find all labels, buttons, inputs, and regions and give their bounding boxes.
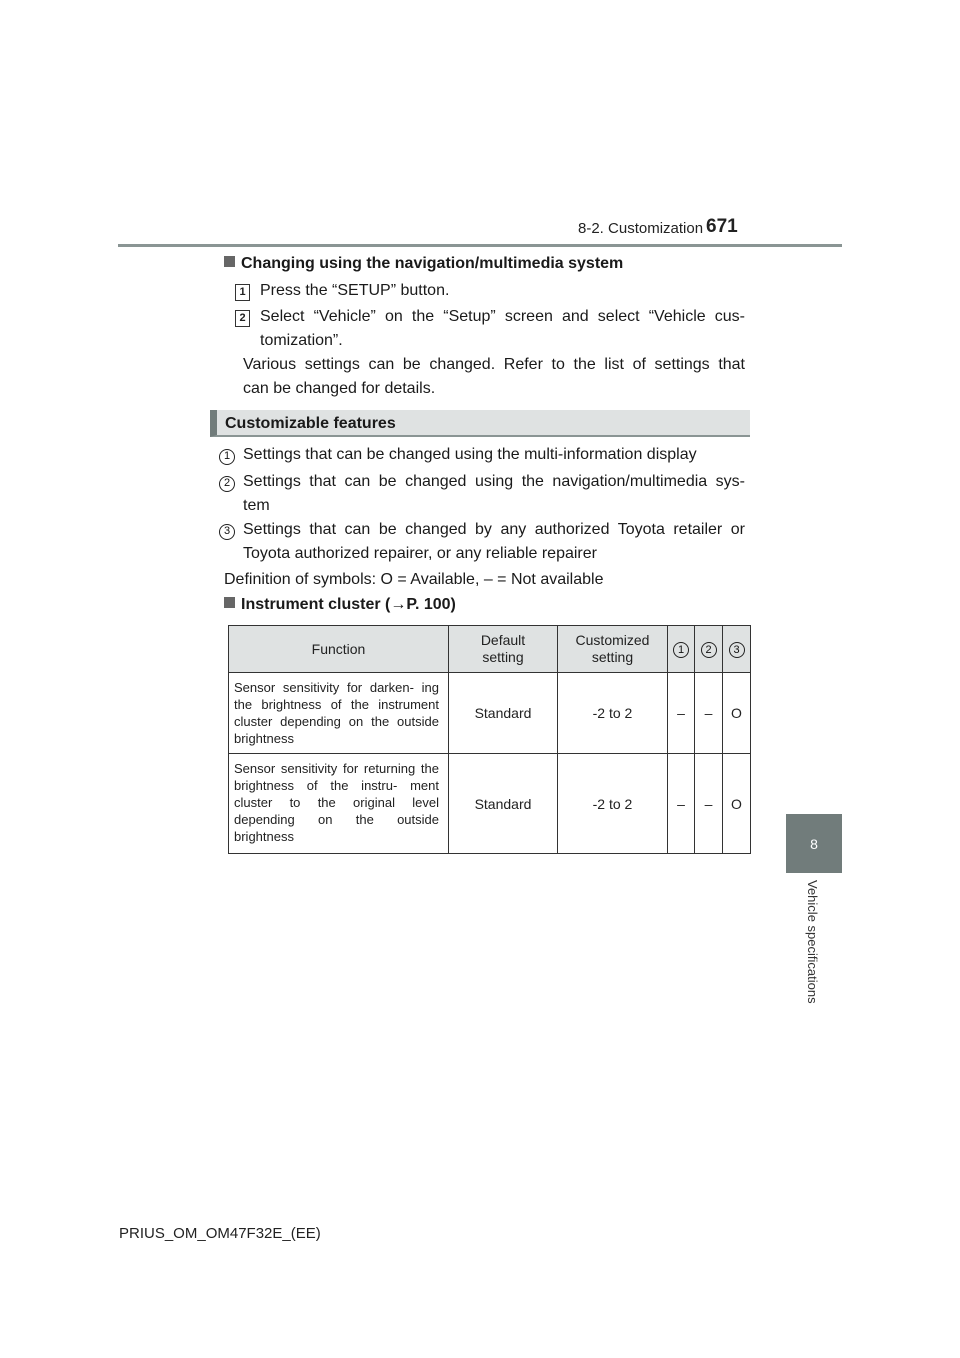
circle-number-icon: 2 [219, 476, 235, 492]
chapter-number: 8 [810, 835, 818, 852]
square-bullet-icon [224, 256, 235, 267]
step-number-box: 1 [235, 284, 250, 301]
legend-item-2-text-line1: Settings that can be changed using the navigation/multimedia sys- [243, 473, 745, 490]
circle-number-icon: 1 [219, 449, 235, 465]
table-row [229, 673, 751, 754]
legend-item-3-text-line2: Toyota authorized repairer, or any reliable repairer [243, 545, 597, 562]
legend-item-1-text: Settings that can be changed using the multi-information display [243, 446, 697, 463]
circle-number-icon: 3 [219, 524, 235, 540]
custom-cell: -2 to 2 [558, 754, 668, 854]
arrow-right-icon: → [390, 596, 407, 613]
instrument-cluster-heading: Instrument cluster (→P. 100) [224, 596, 456, 614]
function-cell: Sensor sensitivity for returning the brightness of the instru- ment cluster to the original level depending on the outside brightness [229, 754, 449, 854]
header-col-2 [695, 626, 723, 673]
document-code-footer: PRIUS_OM_OM47F32E_(EE) [119, 1225, 321, 1242]
c2-cell: – [695, 754, 723, 854]
instrument-cluster-table [228, 625, 751, 854]
legend-item-1-marker [219, 446, 235, 465]
header-col-3 [723, 626, 751, 673]
chapter-tab[interactable] [786, 814, 842, 873]
default-cell: Standard [449, 673, 558, 754]
page-reference-link[interactable]: P. 100) [406, 596, 456, 613]
legend-item-2-marker [219, 473, 235, 492]
custom-cell: -2 to 2 [558, 673, 668, 754]
nav-note-line2: can be changed for details. [243, 380, 436, 397]
c1-cell: – [668, 673, 695, 754]
step-1-text: Press the “SETUP” button. [260, 282, 450, 299]
section-title: 8-2. Customization [578, 220, 704, 237]
step-2-text-line2: tomization”. [260, 332, 343, 349]
step-1 [235, 282, 250, 301]
function-cell: Sensor sensitivity for darken- ing the brightness of the instrument cluster depending on the outside brightness [229, 673, 449, 754]
legend-item-3-text-line1: Settings that can be changed by any authorized Toyota retailer or [243, 521, 745, 538]
legend-item-3-marker [219, 521, 235, 540]
circle-number-icon: 3 [729, 642, 745, 658]
legend-item-2-text-line2: tem [243, 497, 270, 514]
header-function: Function [229, 626, 449, 673]
header-divider [118, 244, 842, 247]
c3-cell: O [723, 673, 751, 754]
square-bullet-icon [224, 597, 235, 608]
chapter-label: Vehicle specifications [805, 880, 820, 1004]
nav-section-heading: Changing using the navigation/multimedia system [224, 255, 623, 273]
step-2-text-line1: Select “Vehicle” on the “Setup” screen and select “Vehicle cus- [260, 308, 745, 325]
customizable-features-heading: Customizable features [210, 410, 750, 437]
circle-number-icon: 2 [701, 642, 717, 658]
nav-note-line1: Various settings can be changed. Refer to the list of settings that [243, 356, 745, 373]
header-default-setting: Default setting [449, 626, 558, 673]
header-customized-setting: Customized setting [558, 626, 668, 673]
step-number-box: 2 [235, 310, 250, 327]
header-col-1 [668, 626, 695, 673]
step-2 [235, 308, 250, 327]
c3-cell: O [723, 754, 751, 854]
c2-cell: – [695, 673, 723, 754]
circle-number-icon: 1 [673, 642, 689, 658]
c1-cell: – [668, 754, 695, 854]
page-number: 671 [706, 216, 738, 237]
symbol-definition: Definition of symbols: O = Available, – = Not available [224, 571, 604, 588]
table-row [229, 754, 751, 854]
default-cell: Standard [449, 754, 558, 854]
table-header-row [229, 626, 751, 673]
